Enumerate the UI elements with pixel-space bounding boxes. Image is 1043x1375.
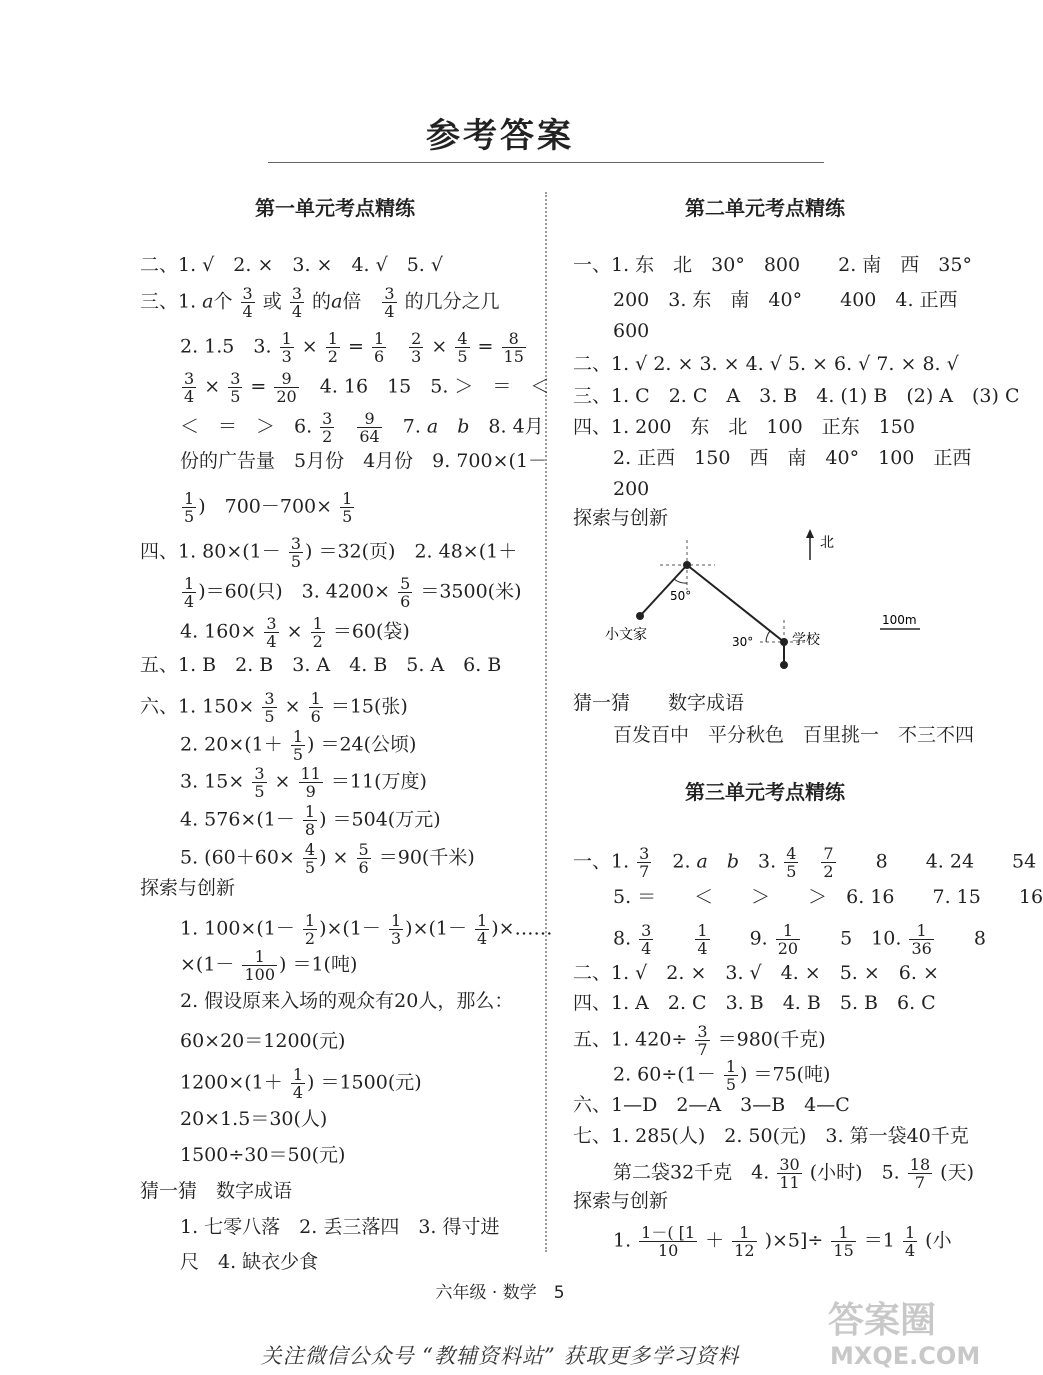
- fraction: $\frac{7}{2}$: [823, 844, 834, 881]
- school-label: 学校: [792, 632, 820, 648]
- answer-line: 一、1. $\frac{3}{7}$ 2. a b 3. $\frac{4}{5}$ $\frac{7}{2}$ 8 4. 24 54: [573, 844, 1037, 881]
- fraction: $\frac{9}{20}$: [276, 369, 297, 406]
- answer-line: $\frac{1}{5}$ ) 700－700× $\frac{1}{5}$: [184, 489, 353, 526]
- answer-line: 2. 正西 150 西 南 40° 100 正西: [613, 447, 972, 469]
- watermark-logo: [820, 1290, 985, 1370]
- fraction: $\frac{8}{15}$: [503, 329, 524, 366]
- answer-line: 二、1. √ 2. × 3. √ 4. × 5. × 6. ×: [573, 962, 939, 984]
- fraction: $\frac{1}{6}$: [310, 689, 321, 726]
- answer-line: 二、1. √ 2. × 3. × 4. √ 5. √: [140, 254, 443, 276]
- answer-line: 四、1. A 2. C 3. B 4. B 5. B 6. C: [573, 992, 936, 1014]
- answer-line: 猜一猜 数字成语: [573, 692, 745, 714]
- answer-line: 一、1. 东 北 30° 800 2. 南 西 35°: [573, 254, 972, 276]
- angle-30-label: 30°: [732, 635, 754, 649]
- route-segment-2: [687, 565, 784, 642]
- answer-line: 5. ＝ ＜ ＞ ＞ 6. 16 7. 15 16: [613, 886, 1043, 908]
- answer-line: ＜ ＝ ＞ 6. $\frac{3}{2}$ $\frac{9}{64}$ 7. a b 8. 4月: [180, 409, 544, 446]
- fraction: $\frac{3}{4}$: [291, 284, 303, 321]
- answer-line: 5. (60＋60× $\frac{4}{5}$ ) × $\frac{5}{6}$ ＝90(千米): [180, 840, 475, 877]
- answer-line: 百发百中 平分秋色 百里挑一 不三不四: [613, 724, 975, 746]
- fraction: $\frac{1}{36}$: [911, 921, 932, 958]
- column-divider: [545, 192, 547, 1252]
- fraction: $\frac{1}{5}$: [342, 489, 353, 526]
- answer-line: 五、1. 420÷ $\frac{3}{7}$ ＝980(千克): [573, 1022, 826, 1059]
- fraction: $\frac{1}{12}$: [734, 1223, 755, 1260]
- answer-line: 60×20＝1200(元): [180, 1030, 346, 1052]
- answer-line: 2. 1.5 3. $\frac{1}{3}$ × $\frac{1}{2}$ = $\frac{1}{6}$ $\frac{2}{3}$ × $\frac{4}{5}$ = $\frac{8}{15}$: [180, 329, 524, 366]
- answer-line: 三、1. a个 $\frac{3}{4}$ 或 $\frac{3}{4}$ 的a倍 $\frac{3}{4}$ 的几分之几: [140, 284, 500, 321]
- answer-line: 1. 七零八落 2. 丢三落四 3. 得寸进: [180, 1216, 500, 1238]
- fraction: $\frac{1}{100}$: [244, 947, 276, 984]
- answer-line: 200 3. 东 南 40° 400 4. 正西: [613, 289, 958, 311]
- fraction: $\frac{9}{64}$: [359, 409, 380, 446]
- fraction: $\frac{5}{6}$: [358, 840, 369, 877]
- answer-line: 五、1. B 2. B 3. A 4. B 5. A 6. B: [140, 654, 502, 676]
- title-divider: [268, 162, 824, 163]
- answer-line: 三、1. C 2. C A 3. B 4. (1) B (2) A (3) C: [573, 385, 1020, 407]
- fraction: $\frac{1}{2}$: [312, 614, 323, 651]
- answer-line: 3. 15× $\frac{3}{5}$ × $\frac{11}{9}$ ＝11(万度): [180, 764, 427, 801]
- fraction: $\frac{3}{4}$: [384, 284, 395, 321]
- home-point: [636, 612, 644, 620]
- answer-line: 600: [613, 320, 650, 342]
- answer-line: 2. 60÷(1－ $\frac{1}{5}$ ) ＝75(吨): [613, 1057, 831, 1094]
- turn-point-1: [683, 561, 691, 569]
- answer-line: $\frac{1}{4}$ )＝60(只) 3. 4200× $\frac{5}{6}$ ＝3500(米): [184, 574, 522, 611]
- fraction: $\frac{3}{4}$: [242, 284, 253, 321]
- fraction: $\frac{11}{9}$: [300, 764, 321, 801]
- fraction: $\frac{1}{20}$: [777, 921, 799, 958]
- answer-line: 第二袋32千克 4. $\frac{30}{11}$ (小时) 5. $\frac{18}{7}$ (天): [613, 1155, 974, 1192]
- fraction: $\frac{4}{5}$: [304, 840, 316, 877]
- route-diagram: [600, 525, 940, 675]
- fraction: $\frac{1}{2}$: [304, 911, 316, 948]
- answer-line: ×(1－ $\frac{1}{100}$ ) ＝1(吨): [180, 947, 358, 984]
- scale-label: 100m: [882, 613, 917, 627]
- fraction: $\frac{3}{4}$: [184, 369, 195, 406]
- fraction: $\frac{1}{5}$: [184, 489, 195, 526]
- answer-line: 1. $\frac{1-( [1}{10}$ ＋ $\frac{1}{12}$ )×5]÷ $\frac{1}{15}$ ＝1 $\frac{1}{4}$ (小: [613, 1223, 952, 1260]
- answer-line: 4. 160× $\frac{3}{4}$ × $\frac{1}{2}$ ＝60(袋): [180, 614, 410, 651]
- fraction: $\frac{1}{2}$: [327, 329, 338, 366]
- answer-line: 2. 假设原来入场的观众有20人，那么：: [180, 990, 514, 1012]
- fraction: $\frac{3}{7}$: [639, 844, 650, 881]
- angle-50-label: 50°: [670, 589, 692, 603]
- fraction: $\frac{3}{5}$: [254, 764, 265, 801]
- answer-line: 二、1. √ 2. × 3. × 4. √ 5. × 6. √ 7. × 8. √: [573, 353, 959, 375]
- fraction: $\frac{3}{5}$: [230, 369, 241, 406]
- fraction: $\frac{4}{5}$: [786, 844, 797, 881]
- answer-line: 4. 576×(1－ $\frac{1}{8}$ ) ＝504(万元): [180, 802, 441, 839]
- fraction: $\frac{2}{3}$: [411, 329, 422, 366]
- fraction: $\frac{1}{4}$: [477, 911, 488, 948]
- answer-line: 六、1. 150× $\frac{3}{5}$ × $\frac{1}{6}$ ＝15(张): [140, 689, 408, 726]
- fraction: $\frac{1}{5}$: [292, 727, 303, 764]
- north-arrow-head-icon: [806, 529, 814, 538]
- home-label: 小文家: [605, 627, 647, 643]
- fraction: $\frac{4}{5}$: [457, 329, 468, 366]
- answer-line: 四、1. 200 东 北 100 正东 150: [573, 416, 915, 438]
- fraction: $\frac{1-( [1}{10}$: [641, 1223, 696, 1260]
- fraction: $\frac{3}{2}$: [322, 409, 333, 446]
- fraction: $\frac{3}{7}$: [697, 1022, 708, 1059]
- answer-line: 六、1—D 2—A 3—B 4—C: [573, 1094, 850, 1116]
- fraction: $\frac{18}{7}$: [909, 1155, 931, 1192]
- fraction: $\frac{1}{3}$: [390, 911, 402, 948]
- fraction: $\frac{3}{4}$: [641, 921, 652, 958]
- fraction: $\frac{3}{5}$: [264, 689, 275, 726]
- fraction: $\frac{1}{5}$: [725, 1057, 736, 1094]
- page-footer: 六年级 · 数学 5: [435, 1283, 565, 1303]
- answer-line: 1200×(1＋ $\frac{1}{4}$ ) ＝1500(元): [180, 1065, 422, 1102]
- fraction: $\frac{1}{4}$: [697, 921, 708, 958]
- fraction: $\frac{1}{6}$: [373, 329, 385, 366]
- fraction: $\frac{1}{4}$: [904, 1223, 916, 1260]
- fraction: $\frac{1}{15}$: [833, 1223, 854, 1260]
- school-point: [780, 661, 788, 669]
- svg-text:MXQE.COM: MXQE.COM: [830, 1342, 981, 1370]
- answer-line: 1. 100×(1－ $\frac{1}{2}$ )×(1－ $\frac{1}{3}$ )×(1－ $\frac{1}{4}$ )×……: [180, 911, 553, 948]
- north-label: 北: [820, 535, 834, 551]
- fraction: $\frac{1}{4}$: [292, 1065, 304, 1102]
- fraction: $\frac{1}{8}$: [304, 802, 316, 839]
- answer-line: 8. $\frac{3}{4}$ $\frac{1}{4}$ 9. $\frac{1}{20}$ 5 10. $\frac{1}{36}$ 8: [613, 921, 986, 958]
- unit1-heading: 第一单元考点精练: [255, 196, 415, 220]
- answer-line: 七、1. 285(人) 2. 50(元) 3. 第一袋40千克: [573, 1125, 969, 1147]
- answer-line: 探索与创新: [573, 1190, 669, 1212]
- answer-line: 猜一猜 数字成语: [140, 1180, 293, 1202]
- fraction: $\frac{1}{3}$: [281, 329, 292, 366]
- answer-line: 探索与创新: [573, 507, 669, 529]
- answer-line: 探索与创新: [140, 877, 236, 899]
- answer-line: 20×1.5＝30(人): [180, 1108, 328, 1130]
- fraction: $\frac{3}{4}$: [266, 614, 277, 651]
- fraction: $\frac{30}{11}$: [779, 1155, 800, 1192]
- page-title: 参考答案: [426, 116, 574, 156]
- svg-text:答案圈: 答案圈: [828, 1300, 937, 1341]
- fraction: $\frac{5}{6}$: [400, 574, 411, 611]
- answer-line: 尺 4. 缺衣少食: [180, 1251, 319, 1273]
- fraction: $\frac{1}{4}$: [184, 574, 195, 611]
- answer-line: 200: [613, 478, 650, 500]
- turn-point-2: [780, 638, 788, 646]
- answer-line: 四、1. 80×(1－ $\frac{3}{5}$ ) ＝32(页) 2. 48×(1＋: [140, 534, 518, 571]
- answer-line: 份的广告量 5月份 4月份 9. 700×(1－: [180, 450, 548, 472]
- answer-line: 1500÷30＝50(元): [180, 1144, 346, 1166]
- answer-line: $\frac{3}{4}$ × $\frac{3}{5}$ = $\frac{9}{20}$ 4. 16 15 5. ＞ ＝ ＜: [184, 369, 550, 406]
- answer-line: 2. 20×(1＋ $\frac{1}{5}$ ) ＝24(公顷): [180, 727, 417, 764]
- unit3-heading: 第三单元考点精练: [685, 780, 845, 804]
- fraction: $\frac{3}{5}$: [290, 534, 301, 571]
- footer-note: 关注微信公众号 “教辅资料站” 获取更多学习资料: [260, 1344, 740, 1368]
- unit2-heading: 第二单元考点精练: [685, 196, 845, 220]
